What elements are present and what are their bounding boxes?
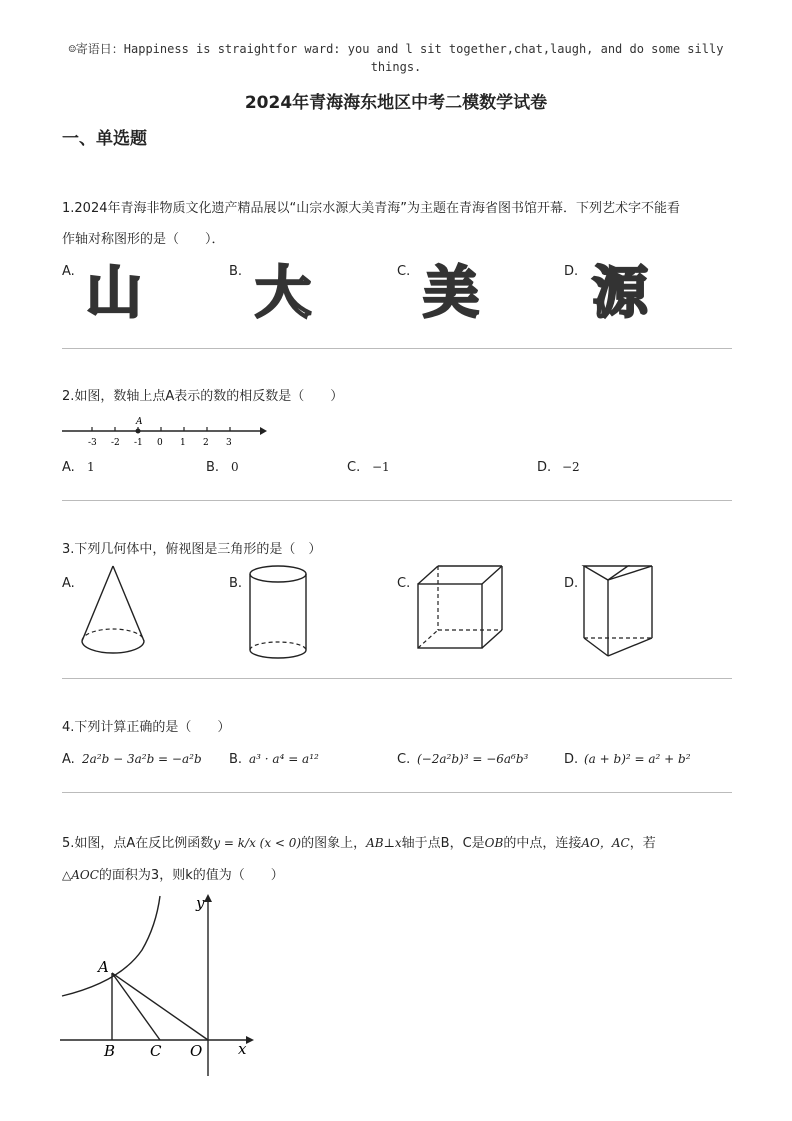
x-label: x [238, 1040, 247, 1058]
q3-option-d-label: D. [564, 576, 579, 591]
q4-option-c-expr: (−2a²b)³ = −6a⁶b³ [417, 752, 529, 766]
number-line-tick-label: -3 [88, 438, 97, 448]
origin-label: O [190, 1042, 203, 1060]
hyperbola-figure [60, 890, 260, 1082]
q1-option-a-char: 山 [86, 261, 142, 326]
number-line-ticks [88, 427, 232, 448]
q2-option-d-value: −2 [562, 460, 580, 474]
q1-stem-line2: 作轴对称图形的是（ ）． [62, 232, 225, 247]
segment-ac [112, 973, 160, 1040]
point-a-label: A [98, 958, 109, 976]
x-axis-arrow [246, 1036, 254, 1044]
number-line-tick-label: 1 [180, 438, 186, 448]
q5-math: OB [484, 836, 504, 850]
cone-figure [76, 562, 150, 660]
cube-figure [414, 562, 506, 654]
q3-option-a-label: A. [62, 576, 75, 591]
q4-option-a-expr: 2a²b − 3a²b = −a²b [82, 752, 202, 766]
y-label: y [196, 894, 205, 912]
q1-option-d-char: 源 [592, 261, 648, 326]
point-c-label: C [150, 1042, 162, 1060]
q4-option-b-expr: a³ · a⁴ = a¹² [249, 752, 319, 766]
q5-text: 轴于点B，C是 [401, 836, 485, 851]
motto-text: ☺寄语日：Happiness is straightfor ward: you and l sit together,chat,laugh, and do some silly things. [68, 42, 724, 74]
triangular-prism-figure [580, 562, 660, 662]
segment-ao [112, 973, 208, 1040]
q4-option-b-label: B. [229, 752, 243, 767]
q1-option-c-label: C. [397, 264, 411, 279]
q2-option-a-label: A. [62, 460, 75, 475]
q5-text: 的中点，连接 [503, 836, 582, 851]
q5-math: AB⊥x [366, 836, 402, 850]
q3-stem: 3.下列几何体中，俯视图是三角形的是（ ） [62, 542, 322, 557]
q2-option-a-value: 1 [87, 460, 95, 474]
q1-option-c-char: 美 [423, 261, 479, 326]
divider [62, 348, 732, 349]
number-line-tick-label: 0 [157, 438, 163, 448]
divider [62, 500, 732, 501]
q3-option-c-label: C. [397, 576, 411, 591]
number-line-tick-label: 3 [226, 438, 232, 448]
q1-stem-line1: 1.2024年青海非物质文化遗产精品展以“山宗水源大美青海”为主题在青海省图书馆开幕．下列艺术字不能看 [62, 201, 680, 216]
point-b-label: B [104, 1042, 116, 1060]
q2-option-b-label: B. [206, 460, 220, 475]
q2-stem: 2.如图，数轴上点A表示的数的相反数是（ ） [62, 389, 344, 404]
number-line-tick-label: 2 [203, 438, 209, 448]
q1-option-d-label: D. [564, 264, 579, 279]
q1-option-b-char: 大 [255, 261, 311, 326]
q4-option-d-label: D. [564, 752, 579, 767]
q5-text: ，若 [629, 836, 656, 851]
q5-math: △AOC [62, 868, 99, 882]
number-line-figure [60, 412, 270, 452]
page-title: 2024年青海海东地区中考二模数学试卷 [244, 93, 548, 113]
q4-option-d-expr: (a + b)² = a² + b² [584, 752, 691, 766]
section-heading: 一、单选题 [62, 129, 147, 149]
q4-option-a-label: A. [62, 752, 75, 767]
q5-function: y = k/x (x < 0) [213, 836, 302, 850]
q5-text: 的面积为3，则k的值为（ ） [98, 868, 284, 883]
y-axis-arrow [204, 894, 212, 902]
q5-text: 5.如图，点A在反比例函数 [62, 836, 214, 851]
q5-text: 的图象上， [301, 836, 367, 851]
hyperbola-curve [62, 896, 160, 996]
point-a-dot [136, 429, 141, 434]
q2-option-b-value: 0 [231, 460, 239, 474]
q2-option-c-label: C. [347, 460, 361, 475]
divider [62, 792, 732, 793]
q4-stem: 4.下列计算正确的是（ ） [62, 720, 231, 735]
q3-option-b-label: B. [229, 576, 243, 591]
q1-option-a-label: A. [62, 264, 75, 279]
number-line-tick-label: -1 [134, 438, 143, 448]
point-a-label: A [136, 417, 143, 427]
divider [62, 678, 732, 679]
q2-option-d-label: D. [537, 460, 552, 475]
q5-math: AO，AC [581, 836, 630, 850]
number-line-arrow [260, 427, 267, 435]
number-line-tick-label: -2 [111, 438, 120, 448]
q1-option-b-label: B. [229, 264, 243, 279]
q5-stem-line2 [62, 865, 284, 886]
q4-option-c-label: C. [397, 752, 411, 767]
q2-option-c-value: −1 [372, 460, 390, 474]
cylinder-figure [246, 562, 312, 666]
q5-stem-line1 [62, 833, 656, 854]
